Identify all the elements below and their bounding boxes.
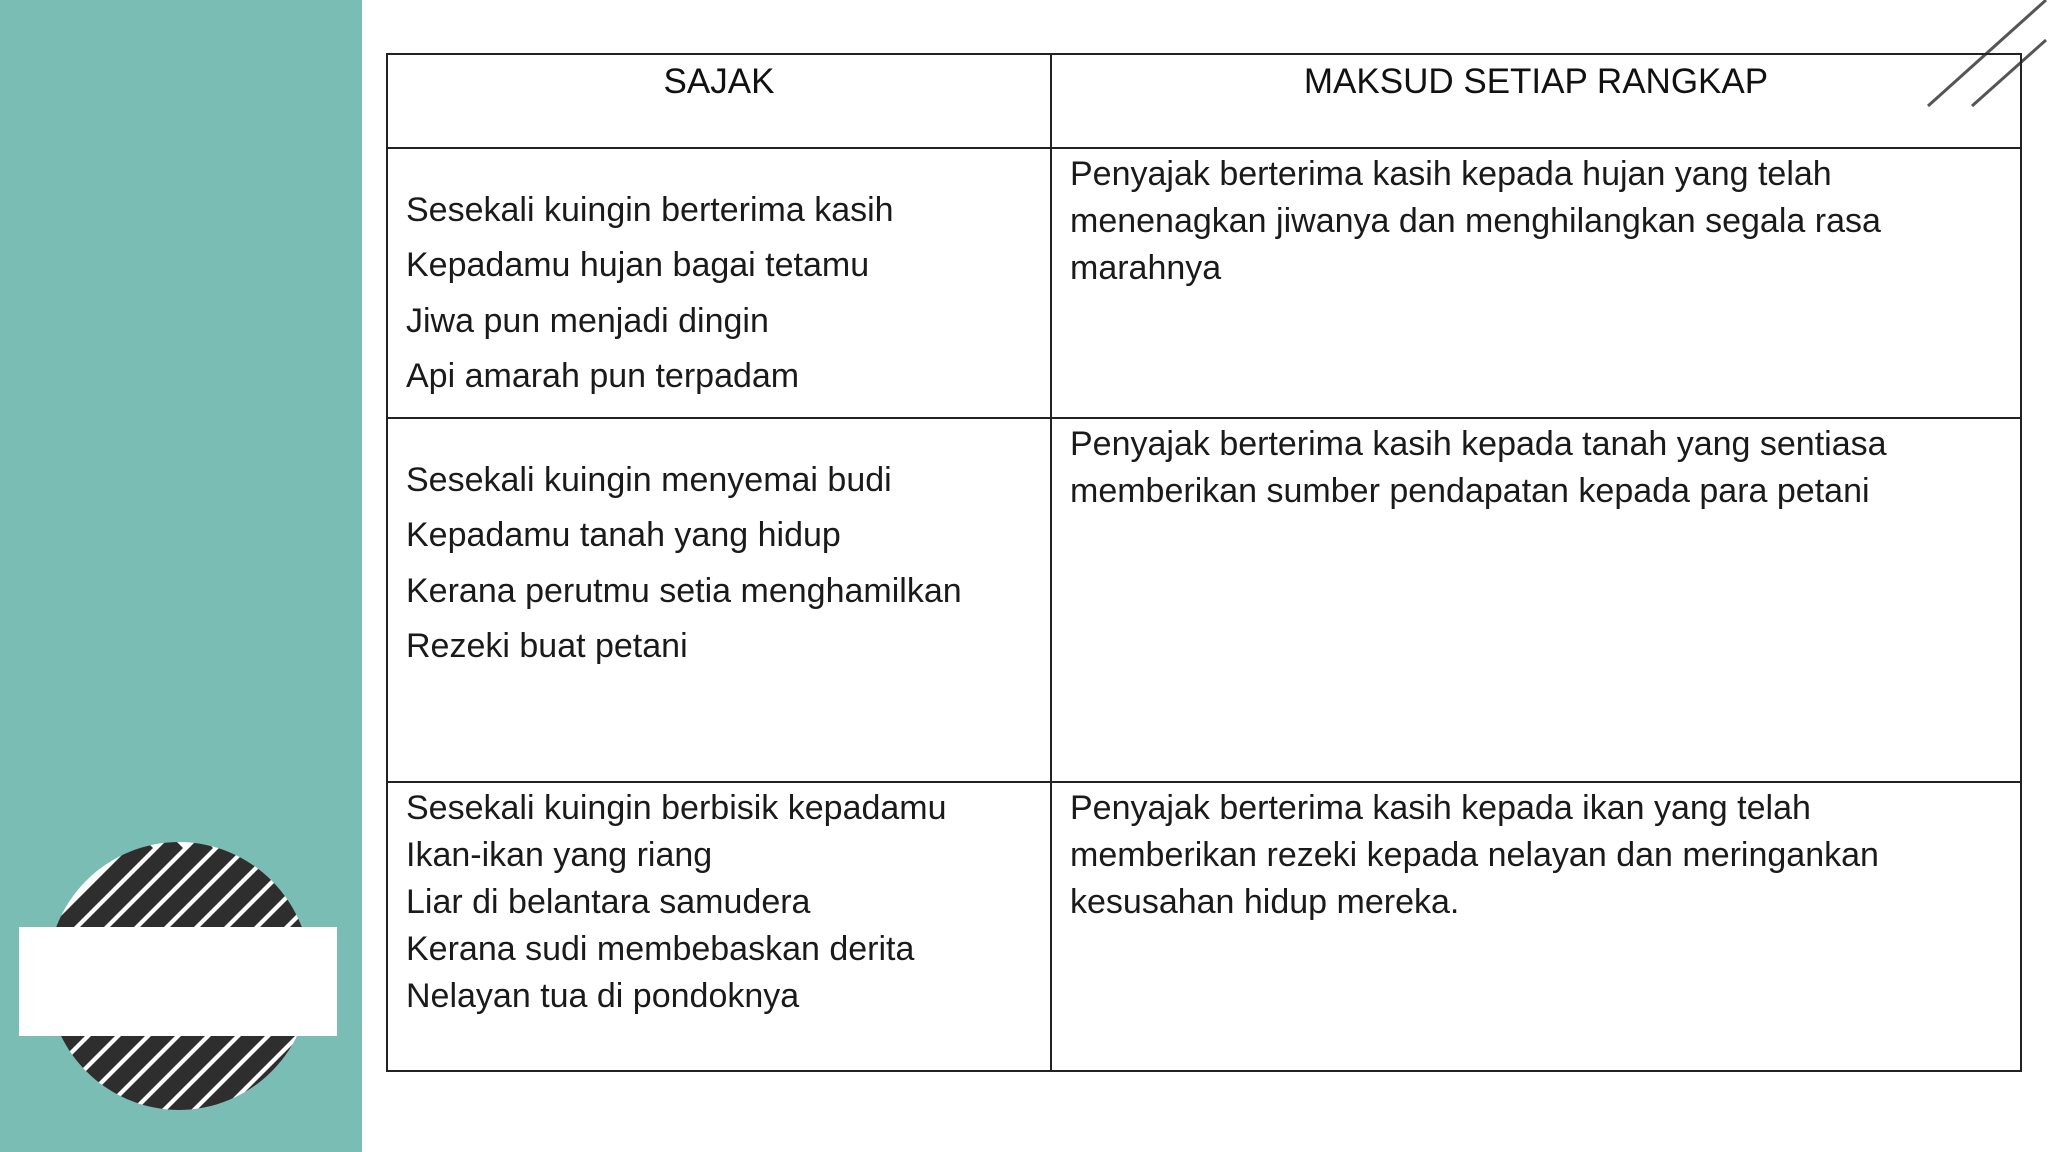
verse-list bbox=[406, 783, 1032, 1020]
header-maksud: MAKSUD SETIAP RANGKAP bbox=[1051, 54, 2021, 148]
table-row bbox=[387, 418, 2021, 782]
meaning-text: Penyajak berterima kasih kepada hujan yang telah menenagkan jiwanya dan menghilangkan segala rasa marahnya bbox=[1070, 155, 1881, 287]
table-row bbox=[387, 782, 2021, 1071]
verse-cell bbox=[387, 418, 1051, 782]
verse-list bbox=[406, 149, 1032, 400]
table-row bbox=[387, 148, 2021, 418]
meaning-text: Penyajak berterima kasih kepada ikan yang telah memberikan rezeki kepada nelayan dan meringankan kesusahan hidup mereka. bbox=[1070, 789, 1879, 921]
badge-label-box bbox=[19, 927, 337, 1036]
verse-cell bbox=[387, 148, 1051, 418]
poem-table bbox=[386, 53, 2022, 1072]
verse-line: Sesekali kuingin menyemai budi bbox=[406, 461, 892, 499]
table-header-row bbox=[387, 54, 2021, 148]
verse-line: Kerana sudi membebaskan derita bbox=[406, 929, 915, 968]
verse-line: Liar di belantara samudera bbox=[406, 882, 811, 921]
verse-line: Jiwa pun menjadi dingin bbox=[406, 301, 769, 340]
meaning-cell bbox=[1051, 148, 2021, 418]
header-sajak: SAJAK bbox=[387, 54, 1051, 148]
verse-line: Kerana perutmu setia menghamilkan bbox=[406, 571, 962, 610]
verse-list bbox=[406, 419, 1032, 670]
verse-line: Kepadamu tanah yang hidup bbox=[406, 516, 841, 555]
verse-line: Sesekali kuingin berbisik kepadamu bbox=[406, 789, 947, 827]
verse-line: Api amarah pun terpadam bbox=[406, 357, 800, 396]
meaning-cell bbox=[1051, 418, 2021, 782]
verse-line: Sesekali kuingin berterima kasih bbox=[406, 191, 894, 229]
meaning-text: Penyajak berterima kasih kepada tanah yang sentiasa memberikan sumber pendapatan kepada para petani bbox=[1070, 425, 1887, 510]
verse-line: Kepadamu hujan bagai tetamu bbox=[406, 246, 870, 285]
verse-line: Rezeki buat petani bbox=[406, 627, 688, 666]
verse-cell bbox=[387, 782, 1051, 1071]
verse-line: Ikan-ikan yang riang bbox=[406, 835, 713, 874]
verse-line: Nelayan tua di pondoknya bbox=[406, 976, 800, 1015]
meaning-cell bbox=[1051, 782, 2021, 1071]
